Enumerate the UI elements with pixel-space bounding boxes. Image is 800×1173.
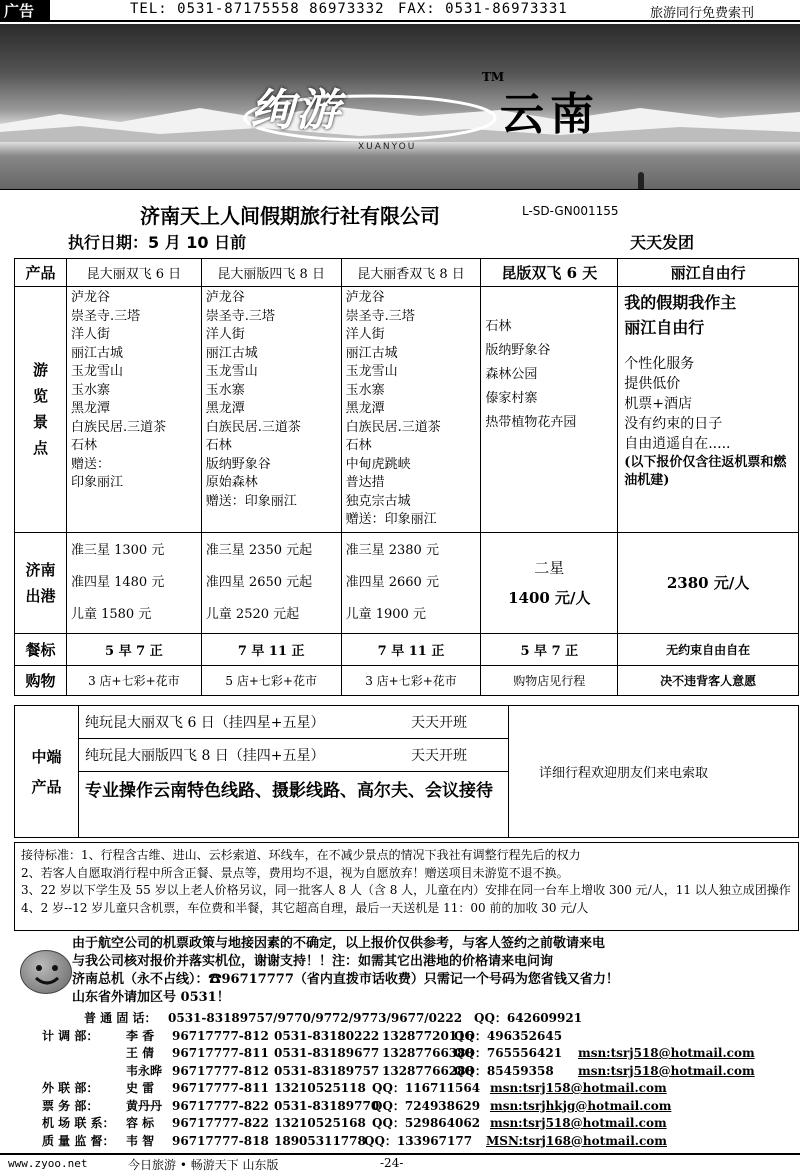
spot-item: 玉龙雪山 bbox=[205, 364, 258, 379]
price-cell bbox=[481, 532, 618, 633]
spot-item: 泸龙谷 bbox=[345, 290, 385, 305]
reception-notes bbox=[14, 842, 799, 931]
product-name: 昆大丽版四飞 8 日 bbox=[201, 259, 341, 287]
contact-name: 王 倩 bbox=[126, 1046, 155, 1060]
price-item: 儿童 2520 元起 bbox=[205, 606, 300, 622]
free-travel-item: 没有约束的日子 bbox=[624, 416, 723, 432]
person-figure bbox=[638, 172, 644, 190]
free-travel-slogan: 我的假期我作主 bbox=[624, 293, 737, 312]
meal-cell: 7 早 11 正 bbox=[201, 633, 341, 665]
license-number: L-SD-GN001155 bbox=[522, 204, 619, 218]
contact-phone: 0531-83189770 bbox=[274, 1098, 380, 1113]
meals-row bbox=[15, 633, 799, 665]
banner-title: 云南 bbox=[500, 89, 600, 140]
spot-item: 赠送：印象丽江 bbox=[205, 493, 297, 509]
contact-msn[interactable]: msn:tsrj518@hotmail.com bbox=[490, 1116, 667, 1130]
row-label-shopping: 购物 bbox=[15, 665, 67, 695]
spot-item: 洋人街 bbox=[205, 327, 245, 342]
spot-item: 白族民居.三道茶 bbox=[205, 419, 301, 435]
spot-item: 玉龙雪山 bbox=[70, 364, 123, 379]
contact-row bbox=[42, 1028, 800, 1046]
price-row bbox=[15, 532, 799, 633]
spot-item: 崇圣寺.三塔 bbox=[345, 308, 415, 324]
free-travel-info bbox=[618, 287, 799, 533]
disclaimer-line: 与我公司核对报价并落实机位，谢谢支持！！注：如需其它出港地的价格请来电问询 bbox=[72, 954, 554, 969]
spot-item: 黑龙潭 bbox=[205, 401, 245, 416]
row-label-meals: 餐标 bbox=[15, 633, 67, 665]
contact-phone: 96717777-822 bbox=[172, 1116, 269, 1130]
contact-row bbox=[42, 1063, 800, 1081]
contact-mobile: 13287720116 bbox=[382, 1028, 474, 1043]
price-item: 二星 bbox=[534, 558, 565, 577]
contact-row bbox=[42, 1115, 800, 1133]
general-qq: QQ：642609921 bbox=[474, 1011, 583, 1025]
spot-item: 玉水寨 bbox=[345, 382, 385, 398]
spot-item: 洋人街 bbox=[345, 327, 385, 342]
general-label: 普 通 固 话： bbox=[84, 1011, 157, 1025]
banner-image bbox=[0, 24, 800, 190]
contact-phone: 96717777-811 bbox=[172, 1046, 269, 1060]
spot-item: 中甸虎跳峡 bbox=[345, 456, 411, 472]
free-travel-item: 提供低价 bbox=[624, 376, 681, 392]
midend-item-schedule: 天天开班 bbox=[411, 748, 467, 764]
price-item: 准三星 2350 元起 bbox=[205, 542, 313, 558]
spot-item: 独克宗古城 bbox=[345, 493, 411, 509]
spot-item: 玉水寨 bbox=[205, 382, 245, 398]
logo-text: 绚游 bbox=[250, 85, 342, 136]
disclaimer bbox=[72, 935, 792, 1007]
footer-site: www.zyoo.net bbox=[8, 1157, 88, 1170]
midend-products bbox=[79, 706, 509, 837]
note-item: 4、2 岁--12 岁儿童只含机票，车位费和半餐，其它超高自理，最后一天送机是 11：00 前的加收 30 元/人 bbox=[21, 900, 589, 915]
product-name: 昆大丽香双飞 8 日 bbox=[341, 259, 481, 287]
spot-item: 原始森林 bbox=[205, 475, 258, 490]
spot-item: 洋人街 bbox=[70, 327, 110, 342]
product-name: 丽江自由行 bbox=[618, 259, 799, 287]
exec-date: 执行日期：5 月 10 日前 bbox=[68, 233, 247, 252]
midend-label: 中端产品 bbox=[15, 706, 79, 837]
contact-phone: 96717777-812 bbox=[172, 1063, 269, 1078]
midend-item-name: 纯玩昆大丽版四飞 8 日（挂四+五星） bbox=[85, 748, 325, 764]
spot-item: 傣家村寨 bbox=[485, 391, 538, 406]
footer-tagline: 今日旅游 • 畅游天下 山东版 bbox=[128, 1158, 279, 1172]
shopping-row bbox=[15, 665, 799, 695]
meal-cell: 5 早 7 正 bbox=[66, 633, 201, 665]
ad-label: 广告 bbox=[0, 0, 50, 22]
price-item: 准四星 2650 元起 bbox=[205, 574, 313, 590]
contact-name: 韦 智 bbox=[126, 1133, 155, 1148]
contact-msn[interactable]: msn:tsrj518@hotmail.com bbox=[578, 1063, 755, 1078]
price-cell bbox=[618, 532, 799, 633]
contact-mobile: 13287766288 bbox=[382, 1063, 474, 1078]
top-bar bbox=[0, 0, 800, 22]
company-name: 济南天上人间假期旅行社有限公司 bbox=[140, 204, 440, 228]
free-travel-item: 自由逍遥自在..... bbox=[624, 436, 731, 452]
contact-name: 黄丹丹 bbox=[126, 1098, 163, 1113]
spots-row bbox=[15, 287, 799, 533]
spot-item: 玉水寨 bbox=[70, 382, 110, 398]
price-item: 准四星 2660 元 bbox=[345, 574, 439, 590]
spot-item: 赠送： bbox=[70, 456, 110, 472]
spot-item: 石林 bbox=[70, 438, 97, 453]
contact-phone: 96717777-822 bbox=[172, 1098, 269, 1113]
contact-qq: QQ：496352645 bbox=[454, 1028, 563, 1043]
price-item: 1400 元/人 bbox=[508, 588, 591, 607]
spot-item: 版纳野象谷 bbox=[485, 343, 551, 358]
contact-qq: QQ：724938629 bbox=[372, 1098, 481, 1113]
free-travel-item: 机票+酒店 bbox=[624, 396, 692, 412]
midend-item bbox=[79, 706, 508, 739]
tel-number: TEL: 0531-87175558 86973332 bbox=[130, 1, 385, 17]
disclaimer-line: 由于航空公司的机票政策与地接因素的不确定，以上报价仅供参考，与客人签约之前敬请来电 bbox=[72, 936, 606, 951]
price-item: 准三星 1300 元 bbox=[70, 542, 165, 558]
logo-subtitle: XUANYOU bbox=[358, 142, 417, 152]
contact-phone: 96717777-811 bbox=[172, 1081, 269, 1095]
contact-dept: 计 调 部： bbox=[42, 1028, 99, 1043]
shopping-cell: 购物店见行程 bbox=[481, 665, 618, 695]
spot-item: 丽江古城 bbox=[205, 345, 258, 361]
meal-cell: 5 早 7 正 bbox=[481, 633, 618, 665]
smiley-face-icon bbox=[21, 951, 73, 995]
product-table bbox=[14, 258, 799, 696]
schedule: 天天发团 bbox=[630, 233, 695, 252]
spot-item: 黑龙潭 bbox=[70, 401, 110, 416]
contact-phone: 18905311778 bbox=[274, 1133, 366, 1148]
price-item: 儿童 1900 元 bbox=[345, 606, 426, 622]
spot-list bbox=[66, 287, 201, 533]
contact-row bbox=[42, 1133, 800, 1151]
contact-mobile: 13287766388 bbox=[382, 1046, 474, 1060]
general-numbers: 0531-83189757/9770/9772/9773/9677/0222 bbox=[168, 1011, 463, 1025]
free-travel-item: 个性化服务 bbox=[624, 356, 695, 372]
midend-specialty: 专业操作云南特色线路、摄影线路、高尔夫、会议接待 bbox=[85, 781, 493, 801]
contact-name: 李 香 bbox=[126, 1028, 155, 1043]
disclaimer-line: 山东省外请加区号 0531！ bbox=[72, 990, 230, 1005]
row-label-departure: 济南出港 bbox=[15, 532, 67, 633]
price-item: 儿童 1580 元 bbox=[70, 606, 152, 622]
contact-qq: QQ：765556421 bbox=[454, 1046, 563, 1060]
midend-contact-note: 详细行程欢迎朋友们来电索取 bbox=[539, 766, 709, 781]
row-label-product: 产品 bbox=[15, 259, 67, 287]
shopping-cell: 决不违背客人意愿 bbox=[618, 665, 799, 695]
meal-cell: 7 早 11 正 bbox=[341, 633, 481, 665]
disclaimer-line: 济南总机（永不占线）：☎96717777（省内直拨市话收费）只需记一个号码为您省钱又省力！ bbox=[72, 972, 619, 987]
product-name: 昆版双飞 6 天 bbox=[481, 259, 618, 287]
fax-number: FAX: 0531-86973331 bbox=[398, 1, 568, 17]
contact-row-general bbox=[42, 1010, 800, 1028]
midend-section bbox=[14, 705, 799, 838]
page-number: -24- bbox=[380, 1156, 404, 1170]
product-row bbox=[15, 259, 799, 287]
spot-item: 森林公园 bbox=[485, 367, 538, 382]
spot-item: 热带植物花卉园 bbox=[485, 415, 577, 430]
contact-msn[interactable]: msn:tsrjhkjg@hotmail.com bbox=[490, 1098, 672, 1113]
spot-item: 白族民居.三道茶 bbox=[70, 419, 167, 435]
shopping-cell: 5 店+七彩+花市 bbox=[201, 665, 341, 695]
spot-item: 印象丽江 bbox=[70, 475, 123, 490]
contact-row bbox=[42, 1098, 800, 1116]
contact-msn[interactable]: msn:tsrj518@hotmail.com bbox=[578, 1046, 755, 1060]
spot-item: 丽江古城 bbox=[345, 345, 398, 361]
note-item: 3、22 岁以下学生及 55 岁以上老人价格另议，同一批客人 8 人（含 8 人，儿童在内）安排在同一台车上增收 300 元/人，11 以人独立成团操作 bbox=[21, 883, 791, 897]
row-label-spots: 游览景点 bbox=[15, 287, 67, 533]
spot-item: 石林 bbox=[205, 438, 232, 453]
shopping-cell: 3 店+七彩+花市 bbox=[341, 665, 481, 695]
contact-phone: 96717777-812 bbox=[172, 1028, 269, 1043]
spot-list bbox=[201, 287, 341, 533]
free-travel-title: 丽江自由行 bbox=[624, 318, 705, 337]
spot-item: 玉龙雪山 bbox=[345, 364, 398, 379]
contact-name: 韦永晔 bbox=[126, 1063, 163, 1078]
contact-qq: QQ：529864062 bbox=[372, 1116, 481, 1130]
contact-qq: QQ：85459358 bbox=[454, 1063, 554, 1078]
footer bbox=[0, 1153, 800, 1172]
price-cell bbox=[66, 532, 201, 633]
contact-phone: 13210525168 bbox=[274, 1116, 366, 1130]
price-item: 准三星 2380 元 bbox=[345, 542, 439, 558]
spot-item: 普达措 bbox=[345, 475, 385, 490]
free-travel-note: (以下报价仅含往返机票和燃油机建) bbox=[624, 455, 787, 488]
contact-phone: 13210525118 bbox=[274, 1081, 366, 1095]
tagline: 旅游同行免费索刊 bbox=[650, 6, 755, 21]
spot-item: 石林 bbox=[485, 319, 512, 334]
spot-item: 赠送：印象丽江 bbox=[345, 512, 437, 527]
midend-item-name: 纯玩昆大丽双飞 6 日（挂四星+五星） bbox=[85, 715, 325, 731]
midend-item-schedule: 天天开班 bbox=[411, 715, 467, 731]
spot-item: 石林 bbox=[345, 438, 372, 453]
shopping-cell: 3 店+七彩+花市 bbox=[66, 665, 201, 695]
price-cell bbox=[341, 532, 481, 633]
trademark: TM bbox=[482, 70, 505, 84]
contact-dept: 质 量 监 督： bbox=[42, 1133, 115, 1148]
contact-name: 容 标 bbox=[126, 1116, 155, 1130]
spot-item: 泸龙谷 bbox=[205, 290, 245, 305]
product-name: 昆大丽双飞 6 日 bbox=[66, 259, 201, 287]
spot-item: 崇圣寺.三塔 bbox=[70, 308, 141, 324]
spot-item: 丽江古城 bbox=[70, 345, 123, 361]
price-cell bbox=[201, 532, 341, 633]
midend-item bbox=[79, 739, 508, 772]
note-item: 接待标准：1、行程含古维、进山、云杉索道、环线车，在不减少景点的情况下我社有调整行程先后的权力 bbox=[21, 848, 581, 862]
contact-phone: 0531-83189677 bbox=[274, 1046, 380, 1060]
contact-dept: 票 务 部： bbox=[42, 1098, 99, 1113]
spot-list bbox=[481, 287, 618, 533]
spot-item: 版纳野象谷 bbox=[205, 456, 271, 472]
price-item: 2380 元/人 bbox=[666, 574, 750, 592]
spot-item: 白族民居.三道茶 bbox=[345, 419, 441, 435]
spot-list bbox=[341, 287, 481, 533]
smiley-icon bbox=[20, 950, 72, 994]
contact-msn[interactable]: msn:tsrj158@hotmail.com bbox=[490, 1081, 667, 1095]
contact-dept: 外 联 部： bbox=[42, 1081, 99, 1095]
contact-dept: 机 场 联 系： bbox=[42, 1116, 115, 1130]
meal-cell: 无约束自由自在 bbox=[618, 633, 799, 665]
contact-row bbox=[42, 1080, 800, 1098]
contact-qq: QQ：116711564 bbox=[372, 1081, 481, 1095]
contact-phone: 0531-83180222 bbox=[274, 1028, 380, 1043]
contact-name: 史 雷 bbox=[126, 1081, 155, 1095]
note-item: 2、若客人自愿取消行程中所含正餐、景点等，费用均不退，视为自愿放弃！赠送项目未游览不退不换。 bbox=[21, 865, 569, 880]
spot-item: 崇圣寺.三塔 bbox=[205, 308, 275, 324]
contact-row bbox=[42, 1045, 800, 1063]
contacts bbox=[42, 1010, 800, 1150]
contact-phone: 0531-83189757 bbox=[274, 1063, 380, 1078]
spot-item: 泸龙谷 bbox=[70, 290, 110, 305]
contact-msn[interactable]: MSN:tsrj168@hotmail.com bbox=[486, 1133, 667, 1148]
contact-qq: QQ：133967177 bbox=[364, 1133, 473, 1148]
contact-phone: 96717777-818 bbox=[172, 1133, 269, 1148]
spot-item: 黑龙潭 bbox=[345, 401, 385, 416]
price-item: 准四星 1480 元 bbox=[70, 574, 165, 590]
